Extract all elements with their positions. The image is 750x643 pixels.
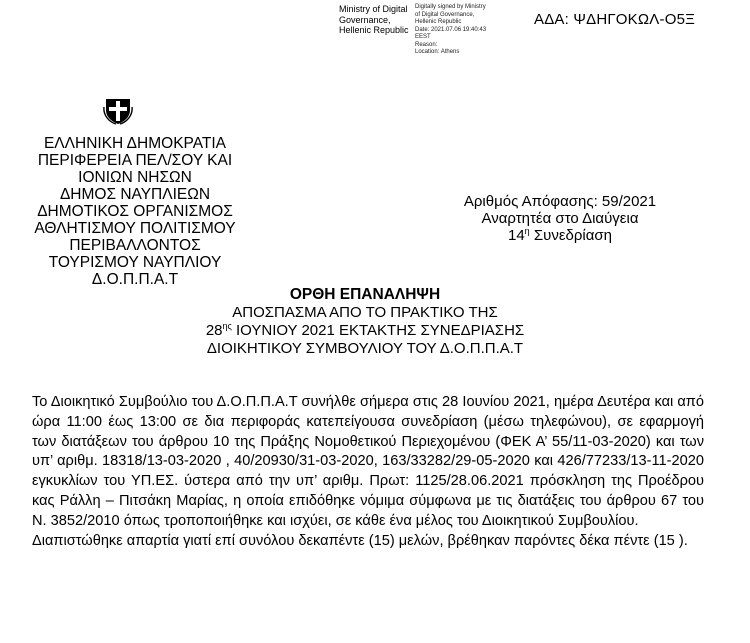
signature-detail-line: Reason:	[415, 41, 438, 48]
decision-number: Αριθμός Απόφασης: 59/2021	[463, 193, 657, 210]
document-heading	[200, 286, 530, 358]
issuer-block	[16, 135, 254, 288]
issuer-line: Δ.Ο.Π.Π.Α.Τ	[91, 271, 179, 288]
signature-detail-line: Location: Athens	[415, 49, 460, 55]
signature-detail-line: Date: 2021.07.06 19:40:43	[415, 26, 487, 33]
issuer-line: ΔΗΜΟΣ ΝΑΥΠΛΙΕΩΝ	[59, 186, 211, 203]
decision-info	[440, 193, 680, 244]
signature-detail-line: Hellenic Republic	[415, 19, 462, 25]
digital-signer	[339, 4, 409, 36]
meeting-date-rest: ΙΟΥΝΙΟΥ 2021 ΕΚΤΑΚΤΗΣ ΣΥΝΕΔΡΙΑΣΗΣ	[231, 322, 525, 339]
session-number	[440, 227, 680, 244]
meeting-day-suffix: ης	[222, 321, 232, 331]
signer-line: Governance,	[339, 14, 391, 25]
signature-detail-line: of Digital Governance,	[415, 11, 475, 18]
document-title: ΟΡΘΗ ΕΠΑΝΑΛΗΨΗ	[289, 286, 441, 303]
issuer-line: ΙΟΝΙΩΝ ΝΗΣΩΝ	[78, 169, 192, 186]
greek-coat-of-arms-icon	[103, 95, 133, 125]
heading-line: ΔΙΟΙΚΗΤΙΚΟΥ ΣΥΜΒΟΥΛΙΟΥ ΤΟΥ Δ.Ο.Π.Π.Α.Τ	[206, 340, 524, 357]
posting-note: Αναρτητέα στο Διαύγεια	[481, 210, 639, 227]
document-body	[32, 393, 704, 551]
issuer-line: ΑΘΛΗΤΙΣΜΟΥ ΠΟΛΙΤΙΣΜΟΥ	[34, 220, 236, 237]
issuer-line: ΠΕΡΙΒΑΛΛΟΝΤΟΣ	[69, 237, 201, 254]
issuer-line: ΔΗΜΟΤΙΚΟΣ ΟΡΓΑΝΙΣΜΟΣ	[37, 203, 233, 220]
issuer-line: ΤΟΥΡΙΣΜΟΥ ΝΑΥΠΛΙΟΥ	[48, 254, 222, 271]
meeting-day: 28	[205, 322, 223, 339]
signature-details	[415, 4, 535, 57]
session-ordinal-suffix: η	[524, 226, 530, 236]
issuer-line: ΠΕΡΙΦΕΡΕΙΑ ΠΕΛ/ΣΟΥ ΚΑΙ	[37, 152, 233, 169]
signature-detail-line: Digitally signed by Ministry	[415, 4, 486, 10]
signer-line: Hellenic Republic	[339, 25, 409, 35]
issuer-line: ΕΛΛΗΝΙΚΗ ΔΗΜΟΚΡΑΤΙΑ	[43, 135, 227, 152]
signer-line: Ministry of Digital	[339, 4, 408, 14]
signature-detail-line: EEST	[415, 34, 431, 40]
heading-line	[200, 322, 530, 340]
body-paragraph: Διαπιστώθηκε απαρτία γιατί επί συνόλου δεκαπέντε (15) μελών, βρέθηκαν παρόντες δέκα πέντε (15 ).	[32, 532, 688, 549]
body-paragraph: Το Διοικητικό Συμβούλιο του Δ.Ο.Π.Π.Α.Τ συνήλθε σήμερα στις 28 Ιουνίου 2021, ημέρα Δευτέρα και από ώρα 11:00 έως 13:00 σε δια περιφοράς κατεπείγουσα συνεδρίαση (μέσω τηλεφώνου), σε εφαρμογή των διατάξεων του άρθρου 10 της Πράξης Νομοθετικού Περιεχομένου (ΦΕΚ Α’ 55/11-03-2020) και των υπ’ αριθμ. 18318/13-03-2020 , 40/20930/31-03-2020, 163/33282/29-05-2020 και 426/77233/13-11-2020 εγκυκλίων του ΥΠ.ΕΣ. ύστερα από την υπ’ αριθμ. Πρωτ: 1125/28.06.2021 πρόσκληση της Προέδρου κας Ράλλη – Πιτσάκη Μαρίας, η οποία επιδόθηκε νόμιμα σύμφωνα με τις διατάξεις του άρθρου 67 του Ν. 3852/2010 όπως τροποποιήθηκε και ισχύει, σε κάθε ένα μέλος του Διοικητικού Συμβουλίου.	[32, 394, 704, 529]
ada-code: ΑΔΑ: ΨΔΗΓΟΚΩΛ-Ο5Ξ	[534, 11, 696, 28]
session-label: Συνεδρίαση	[529, 227, 613, 244]
heading-line: ΑΠΟΣΠΑΣΜΑ ΑΠΟ ΤΟ ΠΡΑΚΤΙΚΟ ΤΗΣ	[232, 304, 498, 321]
session-ordinal: 14	[507, 227, 525, 244]
